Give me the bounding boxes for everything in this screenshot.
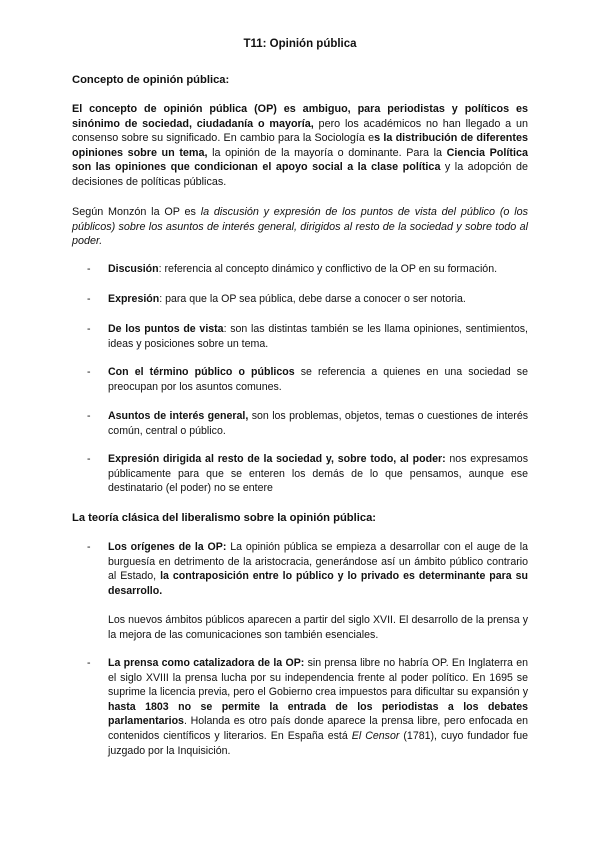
section-heading-liberalismo: La teoría clásica del liberalismo sobre la opinión pública: [72,512,377,524]
list-item [87,656,528,758]
item-text: : referencia al concepto dinámico y conflictivo de la OP en su formación. [158,263,498,275]
intro-bold-3: Ciencia Política son las opiniones que condicionan el apoyo social a la clase política [72,146,528,174]
monzon-definition: la discusión y expresión de los puntos de vista del público (o los públicos) sobre los asuntos de interés general, dirigidos al resto de la sociedad y sobre todo al poder. [72,206,528,248]
intro-paragraph [72,102,528,190]
item-bold: Expresión dirigida al resto de la sociedad y, sobre todo, al poder: [108,453,446,465]
intro-bold-2: s la distribución de diferentes opiniones sobre un tema, [72,132,528,159]
item-text: nos expresamos públicamente para que se enteren los demás de lo que pensamos, aunque ese destinatario (el poder) no se entere [108,453,528,495]
list-item [87,540,529,598]
item-bold: La prensa como catalizadora de la OP: [108,657,305,669]
item-text: son los problemas, objetos, temas o cuestiones de interés común, central o público. [108,410,529,437]
section-heading-concepto: Concepto de opinión pública: [72,74,230,86]
list-dash: - [87,366,91,378]
intro-text-3: y la adopción de decisiones de políticas públicas. [72,161,528,188]
item-bold-2: la contraposición entre lo público y lo privado es determinante para su desarrollo. [108,570,528,597]
item-text: : son las distintas también se les llama opiniones, sentimientos, ideas y posiciones sobre un tema. [108,323,528,350]
list-dash: - [87,453,91,465]
list-dash: - [87,541,91,553]
list-dash: - [87,263,91,275]
list-item [87,365,528,394]
list-item [87,292,528,307]
item-bold: Con el término público o públicos [108,366,295,378]
intro-text-2: la opinión de la mayoría o dominante. Para la [207,146,443,159]
item-bold: Discusión [108,263,159,275]
item-text: se referencia a quienes en una sociedad se preocupan por los asuntos comunes. [108,366,528,393]
list-dash: - [87,410,91,422]
monzon-paragraph [72,205,528,249]
list-item [87,262,528,277]
list-item [87,452,528,496]
item-bold-2: hasta 1803 no se permite la entrada de los periodistas a los debates parlamentarios [108,700,528,728]
sub-paragraph: Los nuevos ámbitos públicos aparecen a partir del siglo XVII. El desarrollo de la prensa y la mejora de las comunicaciones son también esenciales. [108,614,528,641]
list-dash: - [87,323,91,335]
list-item [87,322,528,351]
list-dash: - [87,293,91,305]
item-bold: De los puntos de vista [108,323,224,335]
list-item [87,409,529,438]
monzon-text: Según Monzón la OP es [72,206,201,218]
intro-text-1: pero los académicos no han llegado a un consenso sobre su significado. En cambio para la Sociología e [72,117,528,145]
list-dash: - [87,657,91,669]
item-text: : para que la OP sea pública, debe darse a conocer o ser notoria. [159,293,466,305]
item-text-1: sin prensa libre no habría OP. En Inglaterra en el siglo XVIII la prensa lucha por su independencia frente al poder político. En 1695 se suprime la licencia previa, pero el Gobierno crea impuestos para dificultar su expansión y [108,657,528,699]
page-title: T11: Opinión pública [243,38,357,50]
intro-bold-1: El concepto de opinión pública (OP) es ambiguo, para periodistas y políticos es sinónimo de sociedad, ciudadanía o mayoría, [72,103,528,130]
item-text-3: (1781), cuyo fundador fue juzgado por la Inquisición. [108,729,528,757]
item-text: La opinión pública se empieza a desarrollar con el auge de la burguesía en detrimento de la aristocracia, generándose así un ámbito público contrario al Estado, [108,541,529,583]
item-bold: Expresión [108,293,160,305]
item-bold: Asuntos de interés general, [108,410,249,422]
item-bold: Los orígenes de la OP: [108,541,227,553]
item-italic: El Censor [351,729,400,742]
item-text-2: . Holanda es otro país donde aparece la prensa libre, pero enfocada en contenidos científicos y literarios. En España está [108,715,528,742]
